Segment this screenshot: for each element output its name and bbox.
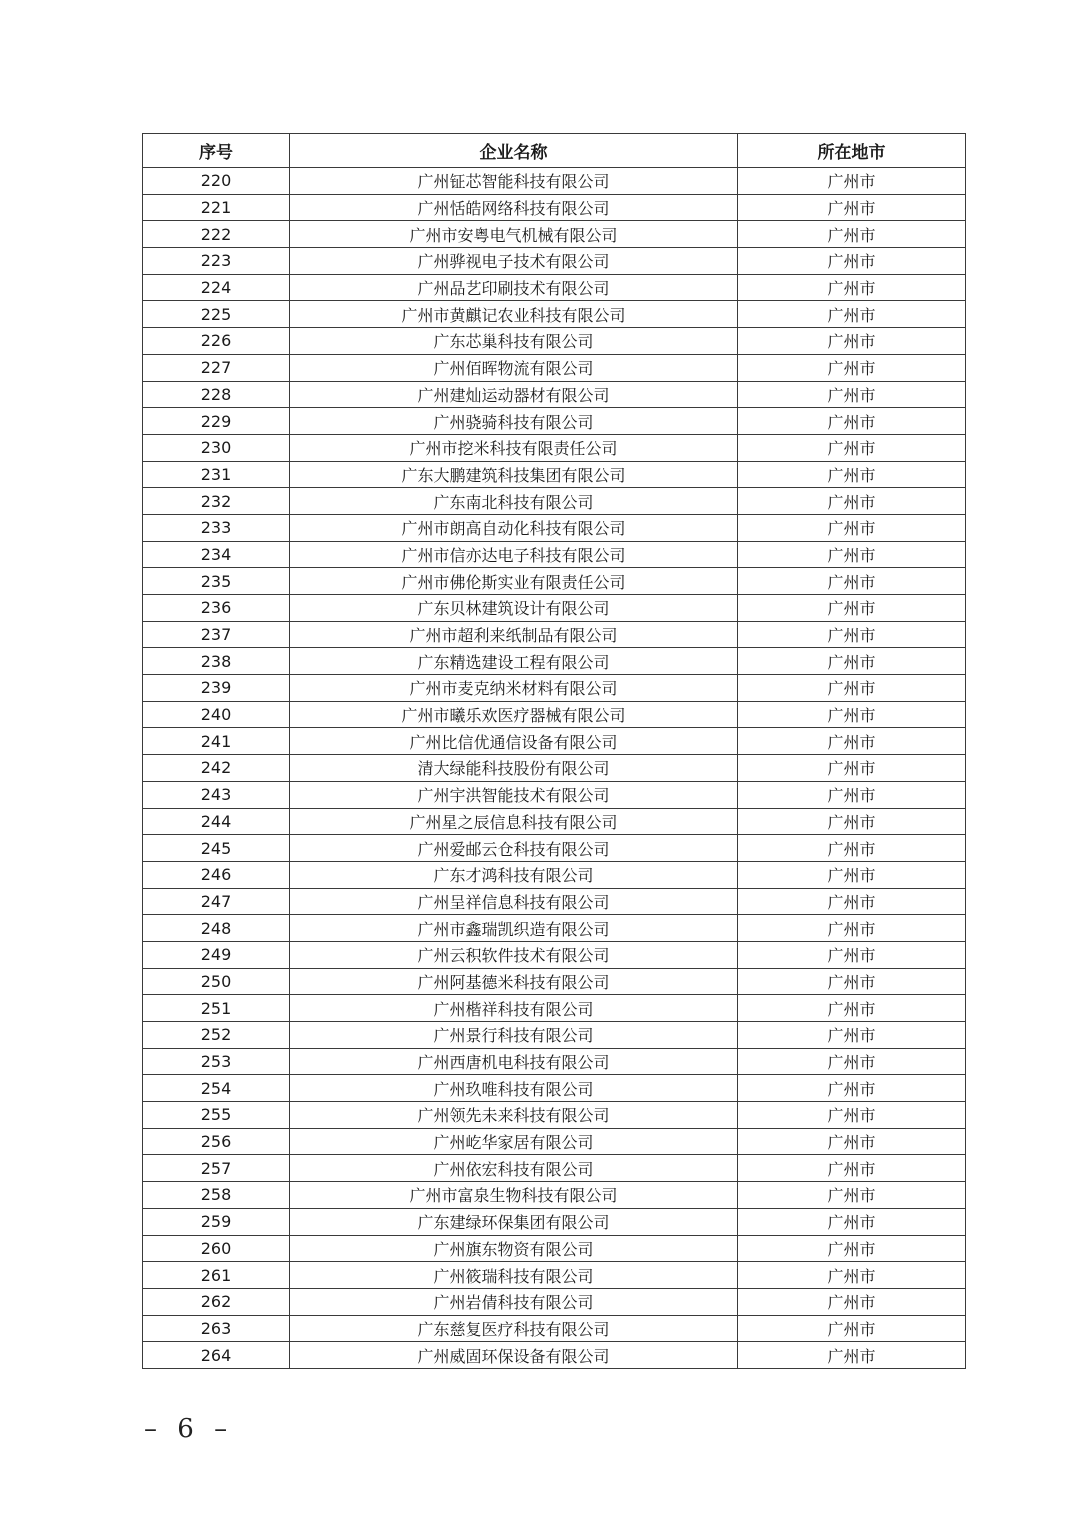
cell-company-name: 广州市黄麒记农业科技有限公司 [290,301,738,328]
cell-city: 广州市 [738,1155,966,1182]
cell-city: 广州市 [738,861,966,888]
table-row [143,675,966,702]
cell-company-name: 广州市朗高自动化科技有限公司 [290,514,738,541]
cell-serial: 225 [143,301,290,328]
cell-city: 广州市 [738,915,966,942]
cell-serial: 250 [143,968,290,995]
table-row [143,541,966,568]
table-row [143,808,966,835]
cell-company-name: 广州市佛伦斯实业有限责任公司 [290,568,738,595]
table-row [143,595,966,622]
cell-company-name: 广东大鹏建筑科技集团有限公司 [290,461,738,488]
cell-city: 广州市 [738,808,966,835]
header-serial: 序号 [143,134,290,168]
cell-serial: 237 [143,621,290,648]
table-row [143,621,966,648]
cell-serial: 234 [143,541,290,568]
table-row [143,995,966,1022]
cell-serial: 259 [143,1208,290,1235]
cell-serial: 223 [143,248,290,275]
cell-city: 广州市 [738,461,966,488]
table-row [143,221,966,248]
table-row [143,461,966,488]
cell-serial: 254 [143,1075,290,1102]
table-row [143,488,966,515]
cell-city: 广州市 [738,968,966,995]
cell-city: 广州市 [738,701,966,728]
cell-city: 广州市 [738,781,966,808]
cell-company-name: 广州恬皓网络科技有限公司 [290,194,738,221]
cell-serial: 220 [143,168,290,195]
cell-serial: 256 [143,1128,290,1155]
cell-company-name: 广州品艺印刷技术有限公司 [290,274,738,301]
table-row [143,701,966,728]
table-row [143,1342,966,1369]
table-row [143,915,966,942]
cell-city: 广州市 [738,1342,966,1369]
cell-city: 广州市 [738,995,966,1022]
cell-serial: 221 [143,194,290,221]
cell-city: 广州市 [738,648,966,675]
cell-city: 广州市 [738,835,966,862]
cell-company-name: 广东才鸿科技有限公司 [290,861,738,888]
cell-serial: 258 [143,1182,290,1209]
table-row [143,1235,966,1262]
cell-company-name: 广州旗东物资有限公司 [290,1235,738,1262]
table-row [143,861,966,888]
cell-company-name: 广州呈祥信息科技有限公司 [290,888,738,915]
cell-city: 广州市 [738,675,966,702]
table-header-row [143,134,966,168]
cell-company-name: 广州屹华家居有限公司 [290,1128,738,1155]
table-row [143,194,966,221]
cell-city: 广州市 [738,595,966,622]
table-body [143,168,966,1369]
cell-city: 广州市 [738,434,966,461]
cell-company-name: 广州市曦乐欢医疗器械有限公司 [290,701,738,728]
cell-serial: 243 [143,781,290,808]
cell-serial: 242 [143,755,290,782]
cell-serial: 231 [143,461,290,488]
table-row [143,835,966,862]
cell-company-name: 广州市富泉生物科技有限公司 [290,1182,738,1209]
table-row [143,755,966,782]
table-row [143,648,966,675]
cell-company-name: 广州市麦克纳米材料有限公司 [290,675,738,702]
header-company-name: 企业名称 [290,134,738,168]
cell-serial: 238 [143,648,290,675]
cell-serial: 222 [143,221,290,248]
cell-city: 广州市 [738,221,966,248]
table-row [143,408,966,435]
table-row [143,1315,966,1342]
cell-serial: 240 [143,701,290,728]
table-row [143,1102,966,1129]
table-row [143,248,966,275]
table-row [143,888,966,915]
cell-city: 广州市 [738,1262,966,1289]
cell-city: 广州市 [738,168,966,195]
cell-city: 广州市 [738,194,966,221]
cell-city: 广州市 [738,1128,966,1155]
cell-serial: 233 [143,514,290,541]
cell-city: 广州市 [738,354,966,381]
table-row [143,968,966,995]
page-number: – 6 – [144,1414,234,1444]
cell-serial: 249 [143,941,290,968]
table-row [143,1048,966,1075]
cell-company-name: 广东南北科技有限公司 [290,488,738,515]
cell-company-name: 广东贝林建筑设计有限公司 [290,595,738,622]
enterprise-table [142,133,966,1369]
cell-serial: 247 [143,888,290,915]
cell-city: 广州市 [738,488,966,515]
cell-company-name: 广州宇洪智能技术有限公司 [290,781,738,808]
cell-city: 广州市 [738,621,966,648]
table-row [143,1182,966,1209]
cell-company-name: 广东慈复医疗科技有限公司 [290,1315,738,1342]
cell-city: 广州市 [738,1048,966,1075]
cell-company-name: 广州依宏科技有限公司 [290,1155,738,1182]
cell-serial: 229 [143,408,290,435]
cell-company-name: 广州比信优通信设备有限公司 [290,728,738,755]
cell-serial: 241 [143,728,290,755]
table-row [143,1155,966,1182]
cell-company-name: 广州西唐机电科技有限公司 [290,1048,738,1075]
cell-serial: 235 [143,568,290,595]
cell-city: 广州市 [738,1022,966,1049]
table-row [143,1075,966,1102]
cell-serial: 252 [143,1022,290,1049]
cell-serial: 244 [143,808,290,835]
cell-city: 广州市 [738,1315,966,1342]
cell-city: 广州市 [738,301,966,328]
cell-company-name: 广东芯巢科技有限公司 [290,328,738,355]
cell-company-name: 广州筱瑞科技有限公司 [290,1262,738,1289]
cell-serial: 262 [143,1288,290,1315]
cell-city: 广州市 [738,1208,966,1235]
cell-serial: 236 [143,595,290,622]
cell-company-name: 广州钲芯智能科技有限公司 [290,168,738,195]
table-row [143,514,966,541]
cell-company-name: 广州楷祥科技有限公司 [290,995,738,1022]
table-row [143,1128,966,1155]
cell-serial: 239 [143,675,290,702]
cell-company-name: 广州市超利来纸制品有限公司 [290,621,738,648]
table-row [143,434,966,461]
cell-company-name: 广州市信亦达电子科技有限公司 [290,541,738,568]
cell-city: 广州市 [738,514,966,541]
cell-company-name: 广州骅视电子技术有限公司 [290,248,738,275]
table-row [143,301,966,328]
cell-serial: 263 [143,1315,290,1342]
cell-city: 广州市 [738,328,966,355]
cell-serial: 257 [143,1155,290,1182]
cell-company-name: 广州市挖米科技有限责任公司 [290,434,738,461]
cell-city: 广州市 [738,408,966,435]
cell-city: 广州市 [738,1102,966,1129]
cell-company-name: 广州玖唯科技有限公司 [290,1075,738,1102]
cell-serial: 261 [143,1262,290,1289]
cell-serial: 255 [143,1102,290,1129]
table-row [143,1262,966,1289]
cell-serial: 260 [143,1235,290,1262]
table-row [143,1288,966,1315]
cell-serial: 230 [143,434,290,461]
cell-serial: 227 [143,354,290,381]
cell-company-name: 广东建绿环保集团有限公司 [290,1208,738,1235]
cell-serial: 246 [143,861,290,888]
table-row [143,168,966,195]
header-city: 所在地市 [738,134,966,168]
cell-city: 广州市 [738,381,966,408]
table-row [143,381,966,408]
table-row [143,781,966,808]
cell-city: 广州市 [738,1075,966,1102]
cell-company-name: 广州阿基德米科技有限公司 [290,968,738,995]
table-row [143,568,966,595]
table-row [143,728,966,755]
cell-company-name: 广州星之辰信息科技有限公司 [290,808,738,835]
cell-company-name: 广州云积软件技术有限公司 [290,941,738,968]
cell-city: 广州市 [738,541,966,568]
cell-company-name: 广东精选建设工程有限公司 [290,648,738,675]
table-row [143,328,966,355]
cell-company-name: 广州领先未来科技有限公司 [290,1102,738,1129]
cell-company-name: 广州市安粤电气机械有限公司 [290,221,738,248]
cell-city: 广州市 [738,568,966,595]
cell-company-name: 广州佰晖物流有限公司 [290,354,738,381]
cell-company-name: 广州建灿运动器材有限公司 [290,381,738,408]
cell-city: 广州市 [738,888,966,915]
table-row [143,941,966,968]
cell-serial: 245 [143,835,290,862]
table-row [143,1208,966,1235]
cell-city: 广州市 [738,755,966,782]
cell-serial: 264 [143,1342,290,1369]
cell-company-name: 广州威固环保设备有限公司 [290,1342,738,1369]
cell-company-name: 广州岩倩科技有限公司 [290,1288,738,1315]
cell-city: 广州市 [738,941,966,968]
cell-serial: 226 [143,328,290,355]
cell-company-name: 广州市鑫瑞凯织造有限公司 [290,915,738,942]
cell-serial: 232 [143,488,290,515]
cell-city: 广州市 [738,1235,966,1262]
cell-serial: 253 [143,1048,290,1075]
cell-company-name: 清大绿能科技股份有限公司 [290,755,738,782]
cell-serial: 248 [143,915,290,942]
cell-city: 广州市 [738,1288,966,1315]
cell-company-name: 广州景行科技有限公司 [290,1022,738,1049]
cell-company-name: 广州骁骑科技有限公司 [290,408,738,435]
cell-company-name: 广州爱邮云仓科技有限公司 [290,835,738,862]
table-row [143,1022,966,1049]
table-row [143,274,966,301]
cell-serial: 251 [143,995,290,1022]
cell-city: 广州市 [738,248,966,275]
cell-city: 广州市 [738,728,966,755]
cell-city: 广州市 [738,1182,966,1209]
cell-serial: 228 [143,381,290,408]
table-row [143,354,966,381]
cell-serial: 224 [143,274,290,301]
cell-city: 广州市 [738,274,966,301]
